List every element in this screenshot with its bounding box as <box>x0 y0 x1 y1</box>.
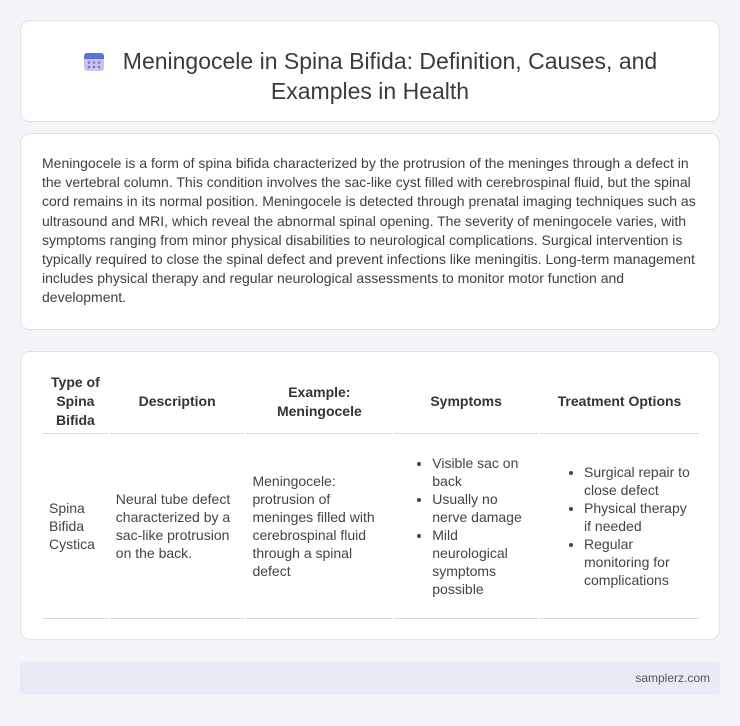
list-item: • Physical therapy if needed <box>584 499 693 535</box>
calendar-icon <box>83 50 105 72</box>
header-example: Example: Meningocele <box>246 370 392 434</box>
list-item: • Mild neurological symptoms possible <box>432 526 532 598</box>
cell-treatment <box>540 434 699 619</box>
list-item: • Surgical repair to close defect <box>584 463 693 499</box>
header-type: Type of Spina Bifida <box>43 370 108 434</box>
title-card <box>20 20 720 122</box>
list-item: • Regular monitoring for complications <box>584 535 693 589</box>
comparison-table <box>41 370 701 619</box>
table-card <box>20 351 720 640</box>
cell-type: Spina Bifida Cystica <box>43 434 108 619</box>
treatment-list <box>564 463 693 589</box>
table-row <box>43 434 699 619</box>
description-text: Meningocele is a form of spina bifida characterized by the protrusion of the meninges through a defect in the vertebral column. This condition involves the sac-like cyst filled with cerebrospinal fluid, but the spinal cord remains in its normal position. Meningocele is detected through prenatal imaging techniques such as ultrasound and MRI, which reveal the abnormal spinal opening. The severity of meningocele varies, with symptoms ranging from minor physical disabilities to neurological complications. Surgical intervention is typically required to close the spinal defect and prevent infections like meningitis. Long-term management includes physical therapy and regular neurological assessments to monitor motor function and development. <box>42 155 696 306</box>
list-item: • Usually no nerve damage <box>432 490 532 526</box>
symptoms-list <box>412 454 532 598</box>
description-card <box>20 133 720 330</box>
cell-symptoms <box>394 434 538 619</box>
footer <box>20 662 720 695</box>
header-treatment: Treatment Options <box>540 370 699 434</box>
cell-description: Neural tube defect characterized by a sac-like protrusion on the back. <box>110 434 245 619</box>
page-title <box>51 46 689 106</box>
page-title-text: Meningocele in Spina Bifida: Definition, Causes, and Examples in Health <box>122 48 658 104</box>
list-item: • Visible sac on back <box>432 454 532 490</box>
header-symptoms: Symptoms <box>394 370 538 434</box>
cell-example: Meningocele: protrusion of meninges filled with cerebrospinal fluid through a spinal defect <box>246 434 392 619</box>
header-description: Description <box>110 370 245 434</box>
footer-site-link[interactable]: samplerz.com <box>635 671 710 685</box>
table-header-row <box>43 370 699 434</box>
